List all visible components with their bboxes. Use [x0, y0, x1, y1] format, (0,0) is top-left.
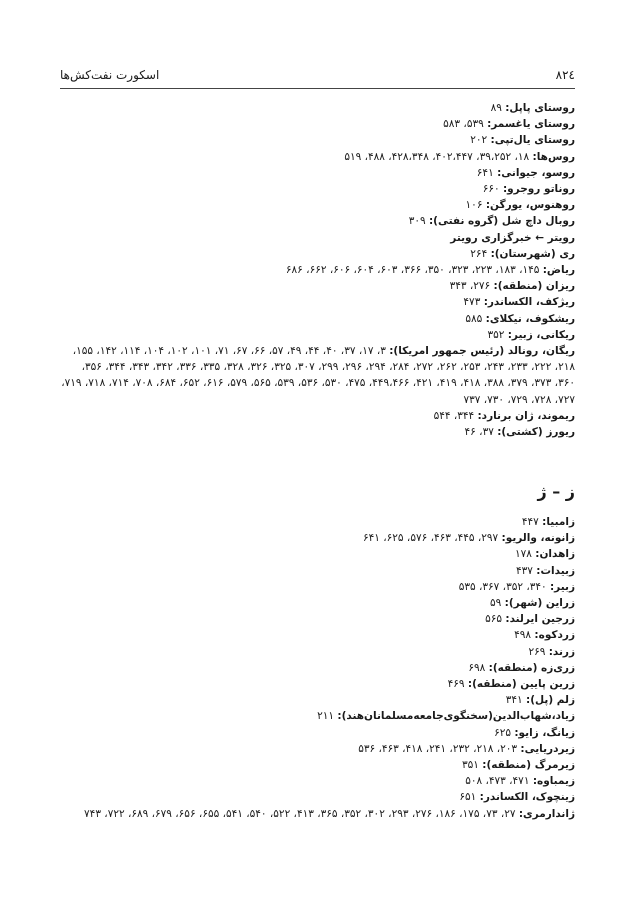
- index-entry: [60, 116, 575, 132]
- index-entry: [60, 692, 575, 708]
- index-entry: [60, 213, 575, 229]
- index-entry: [60, 806, 575, 822]
- entry-name: زبیدات:: [536, 564, 575, 577]
- entry-pages: ۵۸۵: [465, 312, 483, 325]
- index-entry: [60, 246, 575, 262]
- entry-name: زبیر:: [549, 580, 575, 593]
- entry-pages: ۴۷۳: [463, 296, 481, 309]
- entry-name: زرجین ایرلند:: [505, 613, 575, 626]
- entry-pages: ۱۴۵، ۱۸۳، ۲۲۳، ۳۲۳، ۳۵۰، ۳۶۶، ۶۰۳، ۶۰۴، ۶۰۶، ۶۶۲، ۶۸۶: [285, 264, 540, 277]
- entry-name: زرند:: [548, 645, 575, 658]
- index-entry: [60, 595, 575, 611]
- entry-pages: ۴۳۷: [516, 564, 533, 577]
- index-entry: [60, 132, 575, 148]
- entry-pages: ۶۲۵: [494, 726, 512, 739]
- entry-pages: ۸۹: [490, 102, 502, 114]
- entry-name: روستای پاپل:: [505, 102, 575, 114]
- entry-name: ریکانی، زبیر:: [507, 328, 575, 341]
- entry-name: زامبیا:: [542, 516, 575, 528]
- index-entry: [60, 165, 575, 181]
- entry-name: ری (شهرستان):: [490, 247, 575, 260]
- entry-pages: ۲۶۴: [470, 247, 488, 260]
- index-entry: [60, 741, 575, 757]
- entry-name: زینچوک، الکساندر:: [479, 791, 575, 804]
- index-entry: [60, 627, 575, 643]
- entry-name: زاهدان:: [535, 548, 575, 561]
- index-entry: [60, 725, 575, 741]
- entry-pages: ۵۶۵: [485, 613, 503, 626]
- entry-name: رویتر ← خبرگزاری رویتر: [450, 231, 575, 244]
- entry-name: روستای یاغسمر:: [487, 118, 575, 131]
- index-entry: [60, 660, 575, 676]
- entry-name: ریشکوف، نیکلای:: [485, 312, 575, 325]
- index-entry: [60, 773, 575, 789]
- entry-pages: ۳۴۴، ۵۴۴: [433, 409, 475, 422]
- index-entry: [60, 181, 575, 197]
- entry-name: ریزان (منطقه):: [493, 280, 575, 293]
- index-entry: [60, 757, 575, 773]
- index-block-z: [60, 514, 575, 822]
- entry-name: زراین (شهر):: [504, 597, 575, 610]
- entry-pages: ۲۷، ۷۳، ۱۷۵، ۱۸۶، ۲۷۶، ۲۹۳، ۳۰۲، ۳۵۲، ۳۶۵، ۴۱۳، ۵۲۲، ۵۴۰، ۵۴۱، ۶۵۵، ۶۵۶، ۶۷۹، ۶۸۹، ۷۲۲، ۷۴۳: [84, 807, 516, 820]
- entry-name: زیمباوه:: [532, 775, 575, 788]
- entry-pages: ۵۹: [490, 597, 502, 610]
- entry-name: زیانگ، زایو:: [514, 726, 575, 739]
- index-entry: [60, 343, 575, 408]
- entry-pages: ۳۷، ۴۶: [464, 426, 494, 439]
- entry-name: زلم (پل):: [526, 694, 575, 707]
- index-entry: [60, 708, 575, 724]
- entry-pages: ۶۵۱: [459, 791, 477, 804]
- entry-pages: ۱۸، ۳۹،۲۵۲، ۴۰۲،۴۴۷، ۴۲۸،۳۴۸، ۴۸۸، ۵۱۹: [344, 150, 530, 163]
- entry-pages: ۴۷۱، ۴۷۳، ۵۰۸: [465, 775, 530, 788]
- running-title: اسکورت نفت‌کش‌ها: [60, 68, 160, 82]
- running-head: [60, 68, 575, 86]
- entry-name: روس‌ها:: [532, 150, 575, 163]
- entry-pages: ۲۹۷، ۴۴۵، ۴۶۳، ۵۷۶، ۶۲۵، ۶۴۱: [363, 532, 499, 545]
- entry-pages: ۴۴۷: [521, 516, 539, 528]
- index-entry: [60, 514, 575, 530]
- index-entry: [60, 100, 575, 116]
- index-entry: [60, 676, 575, 692]
- entry-pages: ۲۱۱: [317, 710, 335, 723]
- header-rule: [60, 88, 575, 89]
- entry-name: ریموند، ژان برنارد:: [477, 409, 575, 422]
- entry-pages: ۳۰۹: [408, 215, 426, 228]
- index-entry: [60, 230, 575, 246]
- entry-pages: ۱۷۸: [514, 548, 532, 561]
- entry-pages: ۲۰۲: [470, 134, 488, 147]
- entry-name: زانونه، والریو:: [501, 532, 575, 545]
- entry-pages: ۳۵۱: [462, 759, 479, 772]
- entry-pages: ۶۹۸: [468, 661, 486, 674]
- entry-pages: ۳۴۰، ۳۵۲، ۳۶۷، ۵۳۵: [458, 580, 547, 593]
- index-entry: [60, 327, 575, 343]
- entry-name: زردکوه:: [534, 629, 575, 642]
- entry-pages: ۳۵۲: [487, 328, 505, 341]
- entry-name: ریورز (کشتی):: [497, 426, 575, 439]
- index-entry: [60, 611, 575, 627]
- page-number: ۸۲٤: [555, 68, 575, 82]
- entry-name: ژاندارمری:: [518, 807, 575, 820]
- index-entry: [60, 563, 575, 579]
- entry-pages: ۱۰۶: [465, 199, 483, 212]
- index-entry: [60, 644, 575, 660]
- index-entry: [60, 294, 575, 310]
- entry-name: روستای یال‌تپی:: [490, 134, 575, 147]
- entry-name: روبال داچ شل (گروه نفتی):: [428, 215, 575, 228]
- index-entry: [60, 197, 575, 213]
- index-entry: [60, 408, 575, 424]
- entry-pages: ۴۶۹: [447, 678, 465, 691]
- entry-name: روسو، جیوانی:: [497, 166, 575, 179]
- entry-name: زیرمرگ (منطقه):: [482, 759, 575, 772]
- entry-name: ریژکف، الکساندر:: [483, 296, 575, 309]
- entry-pages: ۶۶۰: [482, 183, 500, 196]
- index-entry: [60, 530, 575, 546]
- index-entry: [60, 149, 575, 165]
- entry-name: روهنوس، یورگن:: [485, 199, 575, 212]
- section-heading: ز – ژ: [537, 482, 575, 501]
- index-entry: [60, 278, 575, 294]
- entry-pages: ۲۰۳، ۲۱۸، ۲۳۲، ۲۴۱، ۴۱۸، ۴۶۳، ۵۳۶: [358, 742, 518, 755]
- entry-name: ریاض:: [542, 264, 575, 277]
- entry-pages: ۵۳۹، ۵۸۳: [443, 118, 484, 131]
- index-block-r: [60, 100, 575, 440]
- entry-name: روناتو روجرو:: [502, 183, 575, 196]
- entry-pages: ۲۷۶، ۳۴۳: [449, 280, 491, 293]
- index-entry: [60, 424, 575, 440]
- index-entry: [60, 789, 575, 805]
- entry-pages: ۴۹۸: [514, 629, 532, 642]
- index-entry: [60, 546, 575, 562]
- entry-pages: ۳، ۱۷، ۳۷، ۴۰، ۴۴، ۴۹، ۵۷، ۶۶، ۶۷، ۷۱، ۱۰۱، ۱۰۲، ۱۰۴، ۱۱۴، ۱۴۲، ۱۵۵، ۲۱۸، ۲۲۲، ۲۳۳، ۲۴۳، ۲۵۳، ۲۶۲، ۲۷۲، ۲۸۴، ۲۹۴، ۲۹۶، ۲۹۹، ۳۰۷، ۳۲۵، ۳۲۶، ۳۲۸، ۳۳۵، ۳۳۶، ۳۴۲، ۳۴۳، ۳۴۴، ۳۵۶، ۳۶۰، ۳۷۳، ۳۷۹، ۳۸۸، ۴۱۸، ۴۱۹، ۴۲۱، ۴۴۹،۴۶۶، ۴۷۵، ۵۳۰، ۵۳۶، ۵۳۹، ۵۶۵، ۵۷۹، ۶۱۶، ۶۵۲، ۶۸۴، ۷۰۸، ۷۱۴، ۷۱۸، ۷۱۹، ۷۲۷، ۷۲۸، ۷۲۹، ۷۳۰، ۷۳۷: [61, 345, 575, 406]
- entry-pages: ۲۶۹: [528, 645, 546, 658]
- index-entry: [60, 579, 575, 595]
- entry-name: زیاد،شهاب‌الدین(سخنگوی‌جامعه‌مسلمانان‌هند):: [337, 710, 575, 723]
- index-entry: [60, 311, 575, 327]
- entry-name: زیردریایی:: [520, 742, 575, 755]
- index-entry: [60, 262, 575, 278]
- entry-name: ریگان، رونالد (رئیس جمهور امریکا):: [389, 345, 575, 358]
- entry-name: زری‌زه (منطقه):: [488, 661, 575, 674]
- entry-pages: ۳۴۱: [505, 694, 523, 707]
- entry-name: زرین پایین (منطقه):: [467, 678, 575, 691]
- entry-pages: ۶۴۱: [476, 166, 494, 179]
